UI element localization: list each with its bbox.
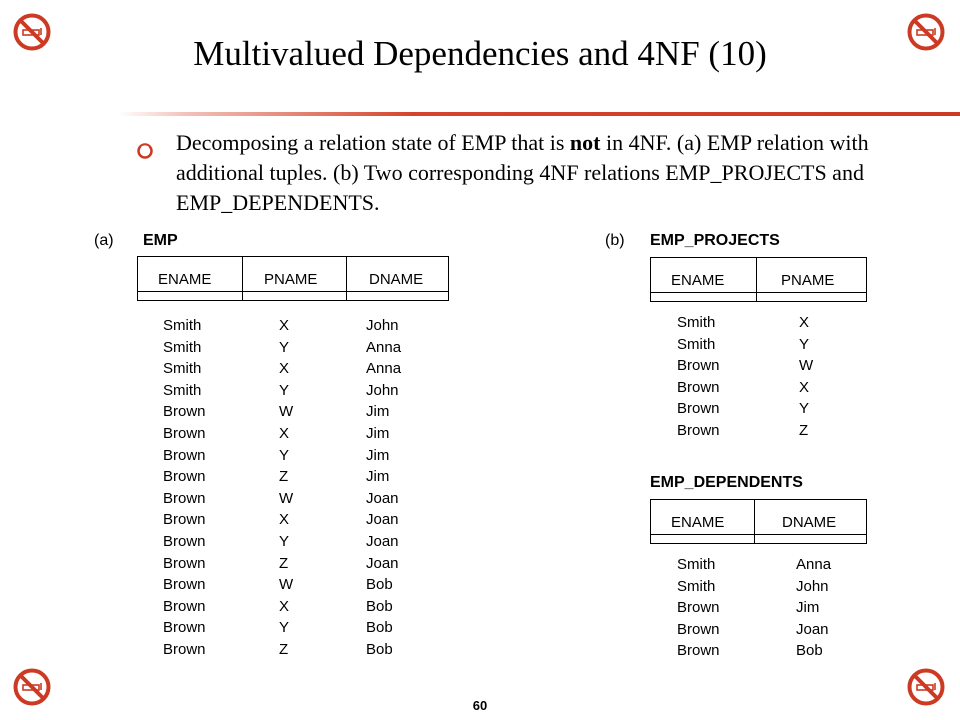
emp-cell-pname: W (279, 403, 294, 421)
emp-dependents-cell-dname: Anna (796, 556, 832, 573)
emp-cell-pname: X (279, 424, 290, 442)
emp-cell-pname: X (279, 511, 290, 529)
emp-projects-header (650, 257, 867, 302)
emp-cell-dname: John (366, 317, 399, 334)
emp-header-cell (242, 257, 346, 300)
bullet-text (176, 128, 926, 218)
emp-cell-dname: Joan (366, 489, 399, 507)
emp-pname-column (279, 315, 293, 661)
emp-cell-dname: Jim (366, 446, 390, 464)
emp-cell-ename: Brown (163, 403, 206, 421)
emp-dependents-header-underline (651, 534, 866, 535)
emp-ename-column (163, 315, 206, 661)
emp-cell-dname: Joan (366, 532, 399, 550)
emp-projects-cell-ename: Brown (677, 357, 720, 375)
emp-projects-header-underline (651, 292, 866, 293)
bullet-text-bold: not (569, 130, 601, 155)
emp-cell-pname: X (279, 360, 290, 378)
emp-cell-pname: Y (279, 532, 290, 550)
emp-cell-pname: W (279, 489, 294, 507)
emp-cell-dname: Jim (366, 468, 390, 486)
emp-cell-dname: Jim (366, 424, 390, 442)
emp-dname-column (366, 315, 401, 661)
emp-dependents-cell-ename: Smith (677, 577, 716, 595)
emp-header-cell (346, 257, 447, 300)
emp-dependents-ename-column (677, 554, 720, 662)
emp-cell-ename: Brown (163, 424, 206, 442)
emp-dependents-cell-ename: Brown (677, 620, 720, 638)
emp-cell-dname: Bob (366, 576, 393, 594)
emp-cell-ename: Smith (163, 338, 202, 356)
emp-projects-cell-ename: Brown (677, 378, 720, 396)
emp-projects-cell-ename: Brown (677, 400, 720, 418)
emp-cell-dname: Bob (366, 640, 393, 658)
emp-cell-pname: Y (279, 381, 290, 399)
emp-header (137, 256, 449, 301)
emp-cell-ename: Brown (163, 619, 206, 637)
emp-dependents-cell-dname: Bob (796, 642, 823, 660)
emp-col-dname: DNAME (369, 271, 423, 292)
emp-cell-ename: Brown (163, 489, 206, 507)
emp-col-ename: ENAME (158, 271, 211, 292)
emp-dependents-cell-dname: Jim (796, 599, 820, 617)
emp-projects-cell-pname: X (799, 378, 810, 396)
emp-header-underline (138, 291, 448, 292)
emp-projects-ename-column (677, 312, 720, 442)
emp-dependents-col-ename: ENAME (671, 514, 724, 535)
bullet-text-before: Decomposing a relation state of EMP that is (176, 130, 570, 155)
emp-cell-pname: Y (279, 446, 290, 464)
slide-title: Multivalued Dependencies and 4NF (10) (193, 34, 767, 73)
page-number: 60 (472, 698, 488, 713)
emp-cell-pname: X (279, 317, 290, 334)
emp-dependents-header (650, 499, 867, 544)
emp-cell-pname: Y (279, 338, 290, 356)
emp-cell-dname: Anna (366, 360, 402, 378)
emp-cell-dname: John (366, 381, 399, 399)
emp-cell-pname: Z (279, 468, 289, 486)
emp-dependents-cell-ename: Brown (677, 642, 720, 660)
emp-projects-cell-ename: Smith (677, 314, 716, 331)
emp-cell-ename: Brown (163, 511, 206, 529)
emp-projects-cell-pname: W (799, 357, 814, 375)
emp-projects-header-cell (756, 258, 865, 301)
emp-dependents-cell-dname: Joan (796, 620, 829, 638)
emp-cell-dname: Jim (366, 403, 390, 421)
emp-cell-pname: Z (279, 640, 289, 658)
emp-dependents-dname-column (796, 554, 831, 662)
emp-projects-col-pname: PNAME (781, 272, 834, 293)
bullet-icon (136, 142, 154, 160)
emp-dependents-header-cell (754, 500, 865, 543)
emp-cell-ename: Smith (163, 360, 202, 378)
emp-projects-relation-name: EMP_PROJECTS (650, 232, 780, 249)
emp-cell-ename: Brown (163, 468, 206, 486)
emp-cell-dname: Bob (366, 597, 393, 615)
emp-cell-dname: Anna (366, 338, 402, 356)
emp-dependents-relation-name: EMP_DEPENDENTS (650, 474, 803, 491)
emp-relation-name: EMP (143, 232, 178, 249)
emp-projects-cell-pname: X (799, 314, 810, 331)
emp-projects-cell-ename: Smith (677, 335, 716, 353)
emp-cell-pname: Z (279, 554, 289, 572)
emp-cell-ename: Smith (163, 381, 202, 399)
emp-cell-pname: W (279, 576, 294, 594)
emp-projects-col-ename: ENAME (671, 272, 724, 293)
emp-header-cell (138, 257, 242, 300)
emp-projects-cell-pname: Y (799, 335, 810, 353)
emp-projects-cell-pname: Z (799, 421, 809, 439)
emp-projects-header-cell (651, 258, 756, 301)
emp-col-pname: PNAME (264, 271, 317, 292)
emp-cell-pname: Y (279, 619, 290, 637)
emp-dependents-cell-ename: Brown (677, 599, 720, 617)
emp-cell-dname: Bob (366, 619, 393, 637)
figure-a-label: (a) (94, 232, 114, 249)
figure-b-label: (b) (605, 232, 625, 249)
bullet-text-after: in 4NF. (a) EMP relation with additional tuples. (b) Two corresponding 4NF relations EMP_PROJECTS and EMP_DEPENDENTS. (176, 130, 869, 215)
emp-dependents-cell-dname: John (796, 577, 829, 595)
emp-cell-pname: X (279, 597, 290, 615)
emp-dependents-header-cell (651, 500, 754, 543)
emp-projects-cell-pname: Y (799, 400, 810, 418)
emp-cell-ename: Brown (163, 640, 206, 658)
emp-cell-dname: Joan (366, 511, 399, 529)
emp-cell-ename: Brown (163, 576, 206, 594)
emp-cell-ename: Brown (163, 597, 206, 615)
emp-cell-ename: Smith (163, 317, 202, 334)
title-divider (118, 112, 960, 116)
emp-projects-pname-column (799, 312, 813, 442)
emp-dependents-col-dname: DNAME (782, 514, 836, 535)
emp-projects-cell-ename: Brown (677, 421, 720, 439)
emp-cell-dname: Joan (366, 554, 399, 572)
emp-cell-ename: Brown (163, 554, 206, 572)
emp-dependents-cell-ename: Smith (677, 556, 716, 573)
emp-cell-ename: Brown (163, 532, 206, 550)
emp-cell-ename: Brown (163, 446, 206, 464)
